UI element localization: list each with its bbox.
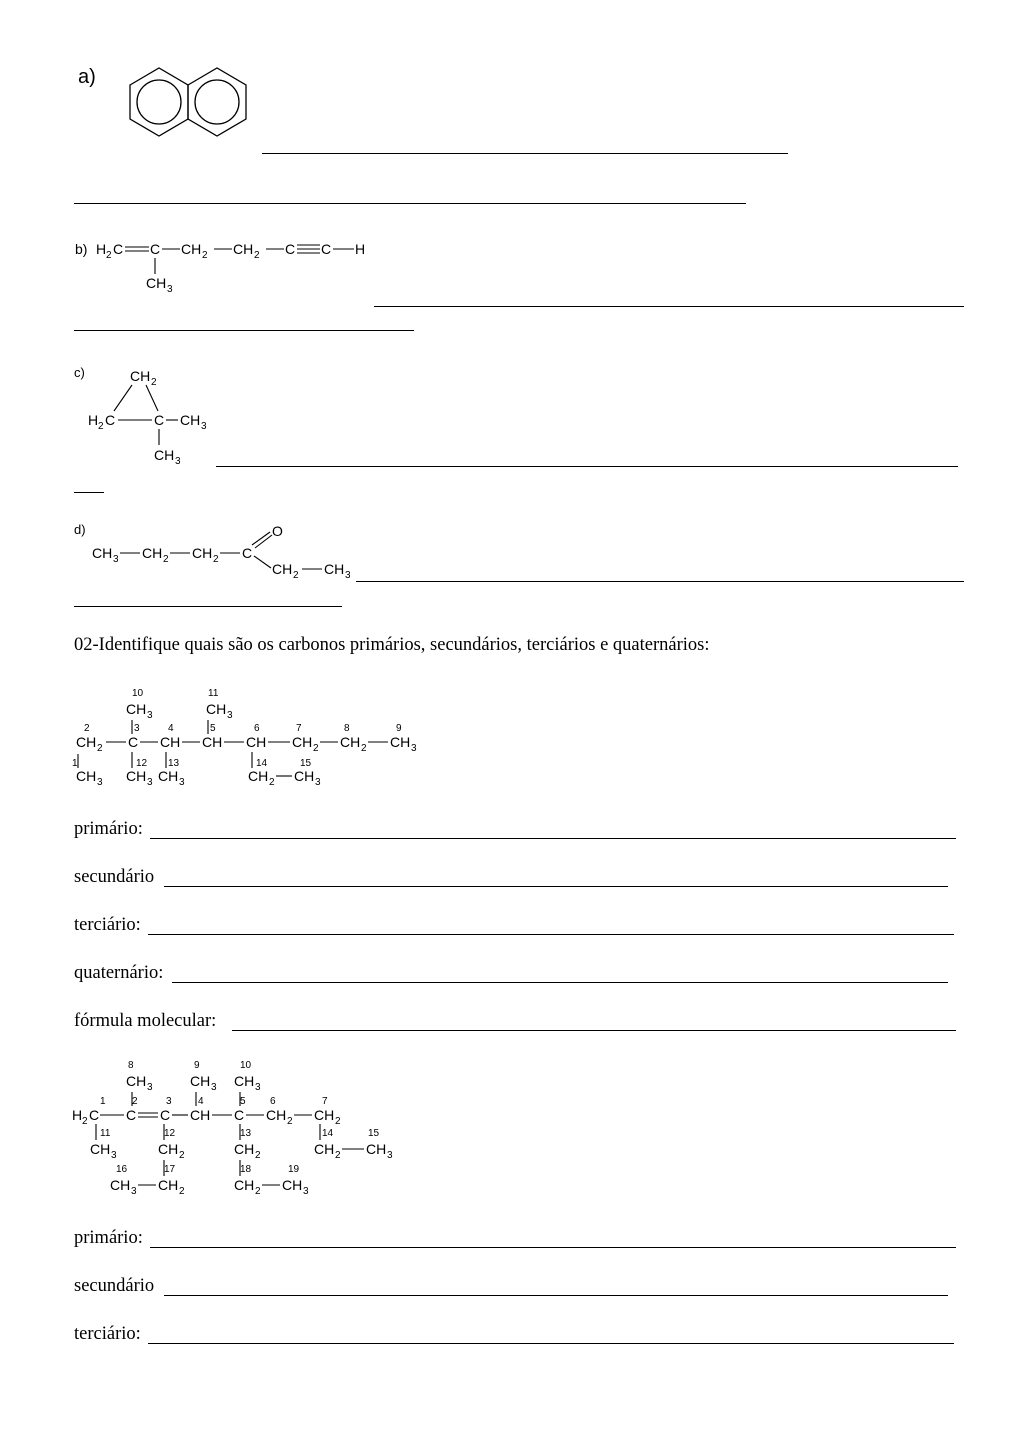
svg-text:15: 15 (368, 1128, 380, 1139)
svg-text:2: 2 (287, 1116, 293, 1127)
svg-text:2: 2 (106, 250, 112, 261)
svg-text:CH: CH (146, 275, 167, 291)
svg-text:CH: CH (314, 1107, 335, 1123)
svg-text:9: 9 (194, 1060, 200, 1071)
set1-formula-label: fórmula molecular: (74, 1011, 217, 1031)
svg-text:CH: CH (154, 447, 175, 463)
svg-text:CH: CH (234, 1073, 255, 1089)
svg-text:12: 12 (164, 1128, 176, 1139)
set1-primario-label: primário: (74, 819, 143, 839)
set2-secundario-label: secundário (74, 1276, 155, 1296)
svg-text:CH: CH (233, 241, 254, 257)
svg-text:2: 2 (84, 723, 90, 734)
svg-text:CH: CH (234, 1177, 255, 1193)
svg-text:C: C (154, 412, 165, 428)
svg-text:3: 3 (111, 1150, 117, 1161)
svg-text:2: 2 (254, 250, 260, 261)
svg-text:CH: CH (266, 1107, 287, 1123)
svg-text:CH: CH (158, 768, 179, 784)
svg-text:2: 2 (179, 1186, 185, 1197)
svg-text:2: 2 (361, 743, 367, 754)
svg-text:C: C (128, 734, 139, 750)
svg-text:7: 7 (322, 1096, 328, 1107)
svg-text:2: 2 (213, 554, 219, 565)
svg-text:CH: CH (180, 412, 201, 428)
svg-text:13: 13 (240, 1128, 252, 1139)
svg-text:CH: CH (248, 768, 269, 784)
item-d-label: d) (74, 522, 86, 537)
svg-text:19: 19 (288, 1164, 300, 1175)
svg-text:CH: CH (366, 1141, 387, 1157)
set2-terciario-label: terciário: (74, 1324, 141, 1344)
svg-text:3: 3 (303, 1186, 309, 1197)
svg-text:CH: CH (158, 1177, 179, 1193)
svg-text:3: 3 (175, 456, 181, 467)
svg-text:CH: CH (92, 545, 113, 561)
svg-text:CH: CH (340, 734, 361, 750)
svg-text:8: 8 (344, 723, 350, 734)
set2-primario-blank[interactable] (150, 1247, 956, 1248)
answer-line-a2[interactable] (74, 203, 746, 204)
svg-text:C: C (126, 1107, 137, 1123)
svg-text:3: 3 (227, 710, 233, 721)
svg-text:CH: CH (126, 701, 147, 717)
svg-text:CH: CH (314, 1141, 335, 1157)
svg-text:H: H (88, 412, 99, 428)
svg-text:3: 3 (166, 1096, 172, 1107)
svg-text:H: H (72, 1107, 83, 1123)
svg-text:2: 2 (269, 777, 275, 788)
svg-text:CH: CH (160, 734, 181, 750)
svg-text:C: C (321, 241, 332, 257)
item-a-label: a) (78, 66, 96, 88)
item-c (0, 355, 1024, 505)
svg-text:2: 2 (163, 554, 169, 565)
svg-text:3: 3 (147, 710, 153, 721)
answer-line-b2[interactable] (74, 330, 414, 331)
answer-line-c2[interactable] (74, 492, 104, 493)
svg-text:3: 3 (387, 1150, 393, 1161)
svg-text:2: 2 (151, 377, 157, 388)
item-b-label: b) (75, 241, 88, 257)
svg-text:11: 11 (208, 688, 219, 699)
svg-text:4: 4 (198, 1096, 204, 1107)
svg-text:6: 6 (270, 1096, 276, 1107)
svg-text:11: 11 (100, 1128, 111, 1139)
set2-terciario-blank[interactable] (148, 1343, 954, 1344)
structure-b (70, 234, 380, 296)
svg-text:CH: CH (110, 1177, 131, 1193)
svg-text:12: 12 (136, 758, 148, 769)
svg-text:10: 10 (240, 1060, 252, 1071)
svg-text:CH: CH (181, 241, 202, 257)
set1-terciario-label: terciário: (74, 915, 141, 935)
set1-quaternario-blank[interactable] (172, 982, 948, 983)
set1-formula-blank[interactable] (232, 1030, 956, 1031)
answer-line-d1[interactable] (356, 581, 964, 582)
svg-text:CH: CH (246, 734, 267, 750)
svg-text:CH: CH (126, 1073, 147, 1089)
svg-text:2: 2 (255, 1150, 261, 1161)
svg-text:7: 7 (296, 723, 302, 734)
svg-text:CH: CH (76, 734, 97, 750)
svg-text:CH: CH (142, 545, 163, 561)
svg-text:2: 2 (98, 421, 104, 432)
svg-text:CH: CH (202, 734, 223, 750)
svg-text:CH: CH (126, 768, 147, 784)
svg-text:8: 8 (128, 1060, 134, 1071)
svg-text:CH: CH (192, 545, 213, 561)
svg-text:18: 18 (240, 1164, 252, 1175)
molecule-1-structure (70, 684, 430, 794)
svg-text:3: 3 (345, 570, 351, 581)
svg-text:3: 3 (147, 777, 153, 788)
svg-text:C: C (113, 241, 124, 257)
svg-text:O: O (272, 523, 283, 539)
svg-text:C: C (105, 412, 116, 428)
svg-text:1: 1 (100, 1096, 106, 1107)
svg-text:CH: CH (292, 734, 313, 750)
svg-text:15: 15 (300, 758, 312, 769)
svg-text:CH: CH (130, 368, 151, 384)
set2-primario-label: primário: (74, 1228, 143, 1248)
svg-text:CH: CH (158, 1141, 179, 1157)
svg-text:2: 2 (313, 743, 319, 754)
svg-text:1: 1 (72, 758, 78, 769)
svg-text:CH: CH (190, 1073, 211, 1089)
svg-text:3: 3 (147, 1082, 153, 1093)
svg-text:3: 3 (411, 743, 417, 754)
svg-text:CH: CH (324, 561, 345, 577)
item-b (0, 220, 1024, 340)
svg-text:CH: CH (390, 734, 411, 750)
svg-text:CH: CH (282, 1177, 303, 1193)
svg-text:C: C (234, 1107, 245, 1123)
svg-text:2: 2 (335, 1150, 341, 1161)
svg-text:17: 17 (164, 1164, 176, 1175)
svg-text:16: 16 (116, 1164, 128, 1175)
svg-text:3: 3 (134, 723, 140, 734)
item-a (0, 0, 1024, 210)
svg-text:CH: CH (234, 1141, 255, 1157)
question-02-prompt: 02-Identifique quais são os carbonos primários, secundários, terciários e quaternários: (74, 635, 710, 655)
svg-text:3: 3 (211, 1082, 217, 1093)
svg-text:3: 3 (255, 1082, 261, 1093)
molecule-2-structure (70, 1056, 410, 1202)
svg-text:2: 2 (132, 1096, 138, 1107)
svg-text:H: H (355, 241, 366, 257)
svg-text:6: 6 (254, 723, 260, 734)
svg-text:2: 2 (202, 250, 208, 261)
answer-line-b1[interactable] (374, 306, 964, 307)
set1-terciario-blank[interactable] (148, 934, 954, 935)
set1-secundario-label: secundário (74, 867, 155, 887)
svg-text:10: 10 (132, 688, 144, 699)
svg-text:2: 2 (179, 1150, 185, 1161)
svg-text:13: 13 (168, 758, 180, 769)
svg-text:C: C (89, 1107, 100, 1123)
answer-line-c1[interactable] (216, 466, 958, 467)
svg-text:CH: CH (206, 701, 227, 717)
svg-text:2: 2 (293, 570, 299, 581)
set1-quaternario-label: quaternário: (74, 963, 164, 983)
svg-text:3: 3 (131, 1186, 137, 1197)
svg-text:3: 3 (201, 421, 207, 432)
svg-text:5: 5 (240, 1096, 246, 1107)
svg-text:CH: CH (76, 768, 97, 784)
svg-text:9: 9 (396, 723, 402, 734)
svg-text:3: 3 (97, 777, 103, 788)
svg-text:C: C (160, 1107, 171, 1123)
svg-text:3: 3 (167, 284, 173, 295)
svg-text:CH: CH (294, 768, 315, 784)
svg-text:2: 2 (255, 1186, 261, 1197)
structure-d (70, 518, 370, 582)
svg-text:2: 2 (82, 1116, 88, 1127)
svg-text:CH: CH (90, 1141, 111, 1157)
answer-line-a1[interactable] (262, 153, 788, 154)
svg-text:CH: CH (272, 561, 293, 577)
svg-text:H: H (96, 241, 107, 257)
item-c-label: c) (74, 365, 85, 380)
answer-line-d2[interactable] (74, 606, 342, 607)
svg-text:C: C (242, 545, 253, 561)
svg-text:4: 4 (168, 723, 174, 734)
svg-text:2: 2 (335, 1116, 341, 1127)
svg-text:3: 3 (315, 777, 321, 788)
svg-text:2: 2 (97, 743, 103, 754)
svg-text:3: 3 (113, 554, 119, 565)
set1-secundario-blank[interactable] (164, 886, 948, 887)
item-d (0, 510, 1024, 610)
svg-text:3: 3 (179, 777, 185, 788)
set1-primario-blank[interactable] (150, 838, 956, 839)
svg-text:CH: CH (190, 1107, 211, 1123)
svg-text:5: 5 (210, 723, 216, 734)
set2-secundario-blank[interactable] (164, 1295, 948, 1296)
svg-text:C: C (285, 241, 296, 257)
svg-text:C: C (150, 241, 161, 257)
svg-text:14: 14 (256, 758, 268, 769)
svg-text:14: 14 (322, 1128, 334, 1139)
naphthalene-structure (120, 60, 260, 150)
structure-c (70, 361, 230, 471)
